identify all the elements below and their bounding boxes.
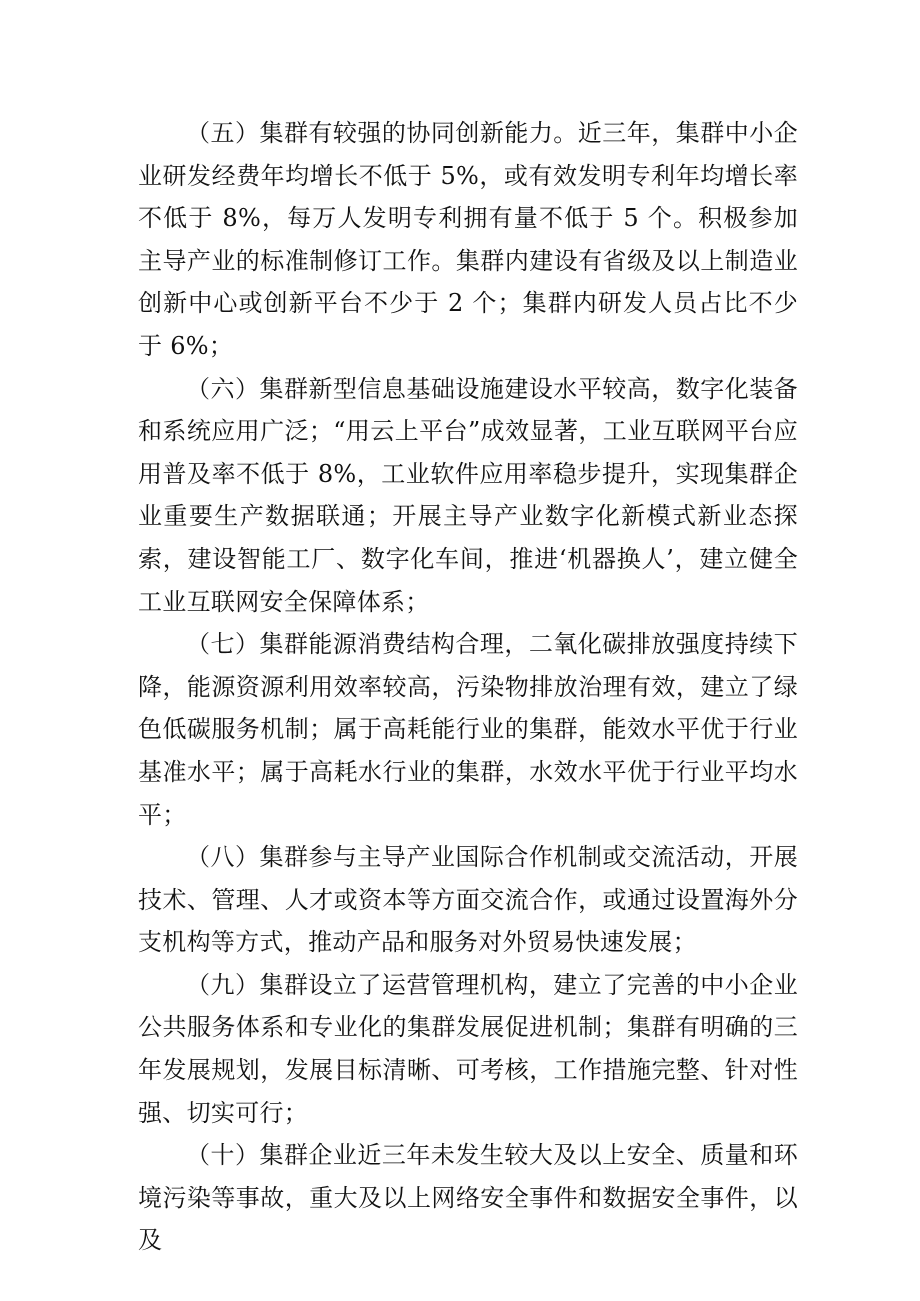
paragraph-6: （六）集群新型信息基础设施建设水平较高，数字化装备和系统应用广泛；“用云上平台”成效显著，工业互联网平台应用普及率不低于 8%，工业软件应用率稳步提升，实现集群企业重要生产数据联通；开展主导产业数字化新模式新业态探索，建设智能工厂、数字化车间，推进‘机器换人’，建立健全工业互联网安全保障体系； [138, 374, 798, 616]
paragraph-5: （五）集群有较强的协同创新能力。近三年，集群中小企业研发经费年均增长不低于 5%，或有效发明专利年均增长率不低于 8%，每万人发明专利拥有量不低于 5 个。积极参加主导产业的标准制修订工作。集群内建设有省级及以上制造业创新中心或创新平台不少于 2 个；集群内研发人员占比不少于 6%； [138, 119, 798, 360]
paragraph-10: （十）集群企业近三年未发生较大及以上安全、质量和环境污染等事故，重大及以上网络安全事件和数据安全事件，以及 [138, 1141, 798, 1255]
paragraph-7: （七）集群能源消费结构合理，二氧化碳排放强度持续下降，能源资源利用效率较高，污染物排放治理有效，建立了绿色低碳服务机制；属于高耗能行业的集群，能效水平优于行业基准水平；属于高耗水行业的集群，水效水平优于行业平均水平； [138, 630, 798, 829]
paragraph-8: （八）集群参与主导产业国际合作机制或交流活动，开展技术、管理、人才或资本等方面交流合作，或通过设置海外分支机构等方式，推动产品和服务对外贸易快速发展； [138, 843, 798, 957]
paragraph-9: （九）集群设立了运营管理机构，建立了完善的中小企业公共服务体系和专业化的集群发展促进机制；集群有明确的三年发展规划，发展目标清晰、可考核，工作措施完整、针对性强、切实可行； [138, 970, 798, 1127]
document-body [138, 112, 798, 1262]
